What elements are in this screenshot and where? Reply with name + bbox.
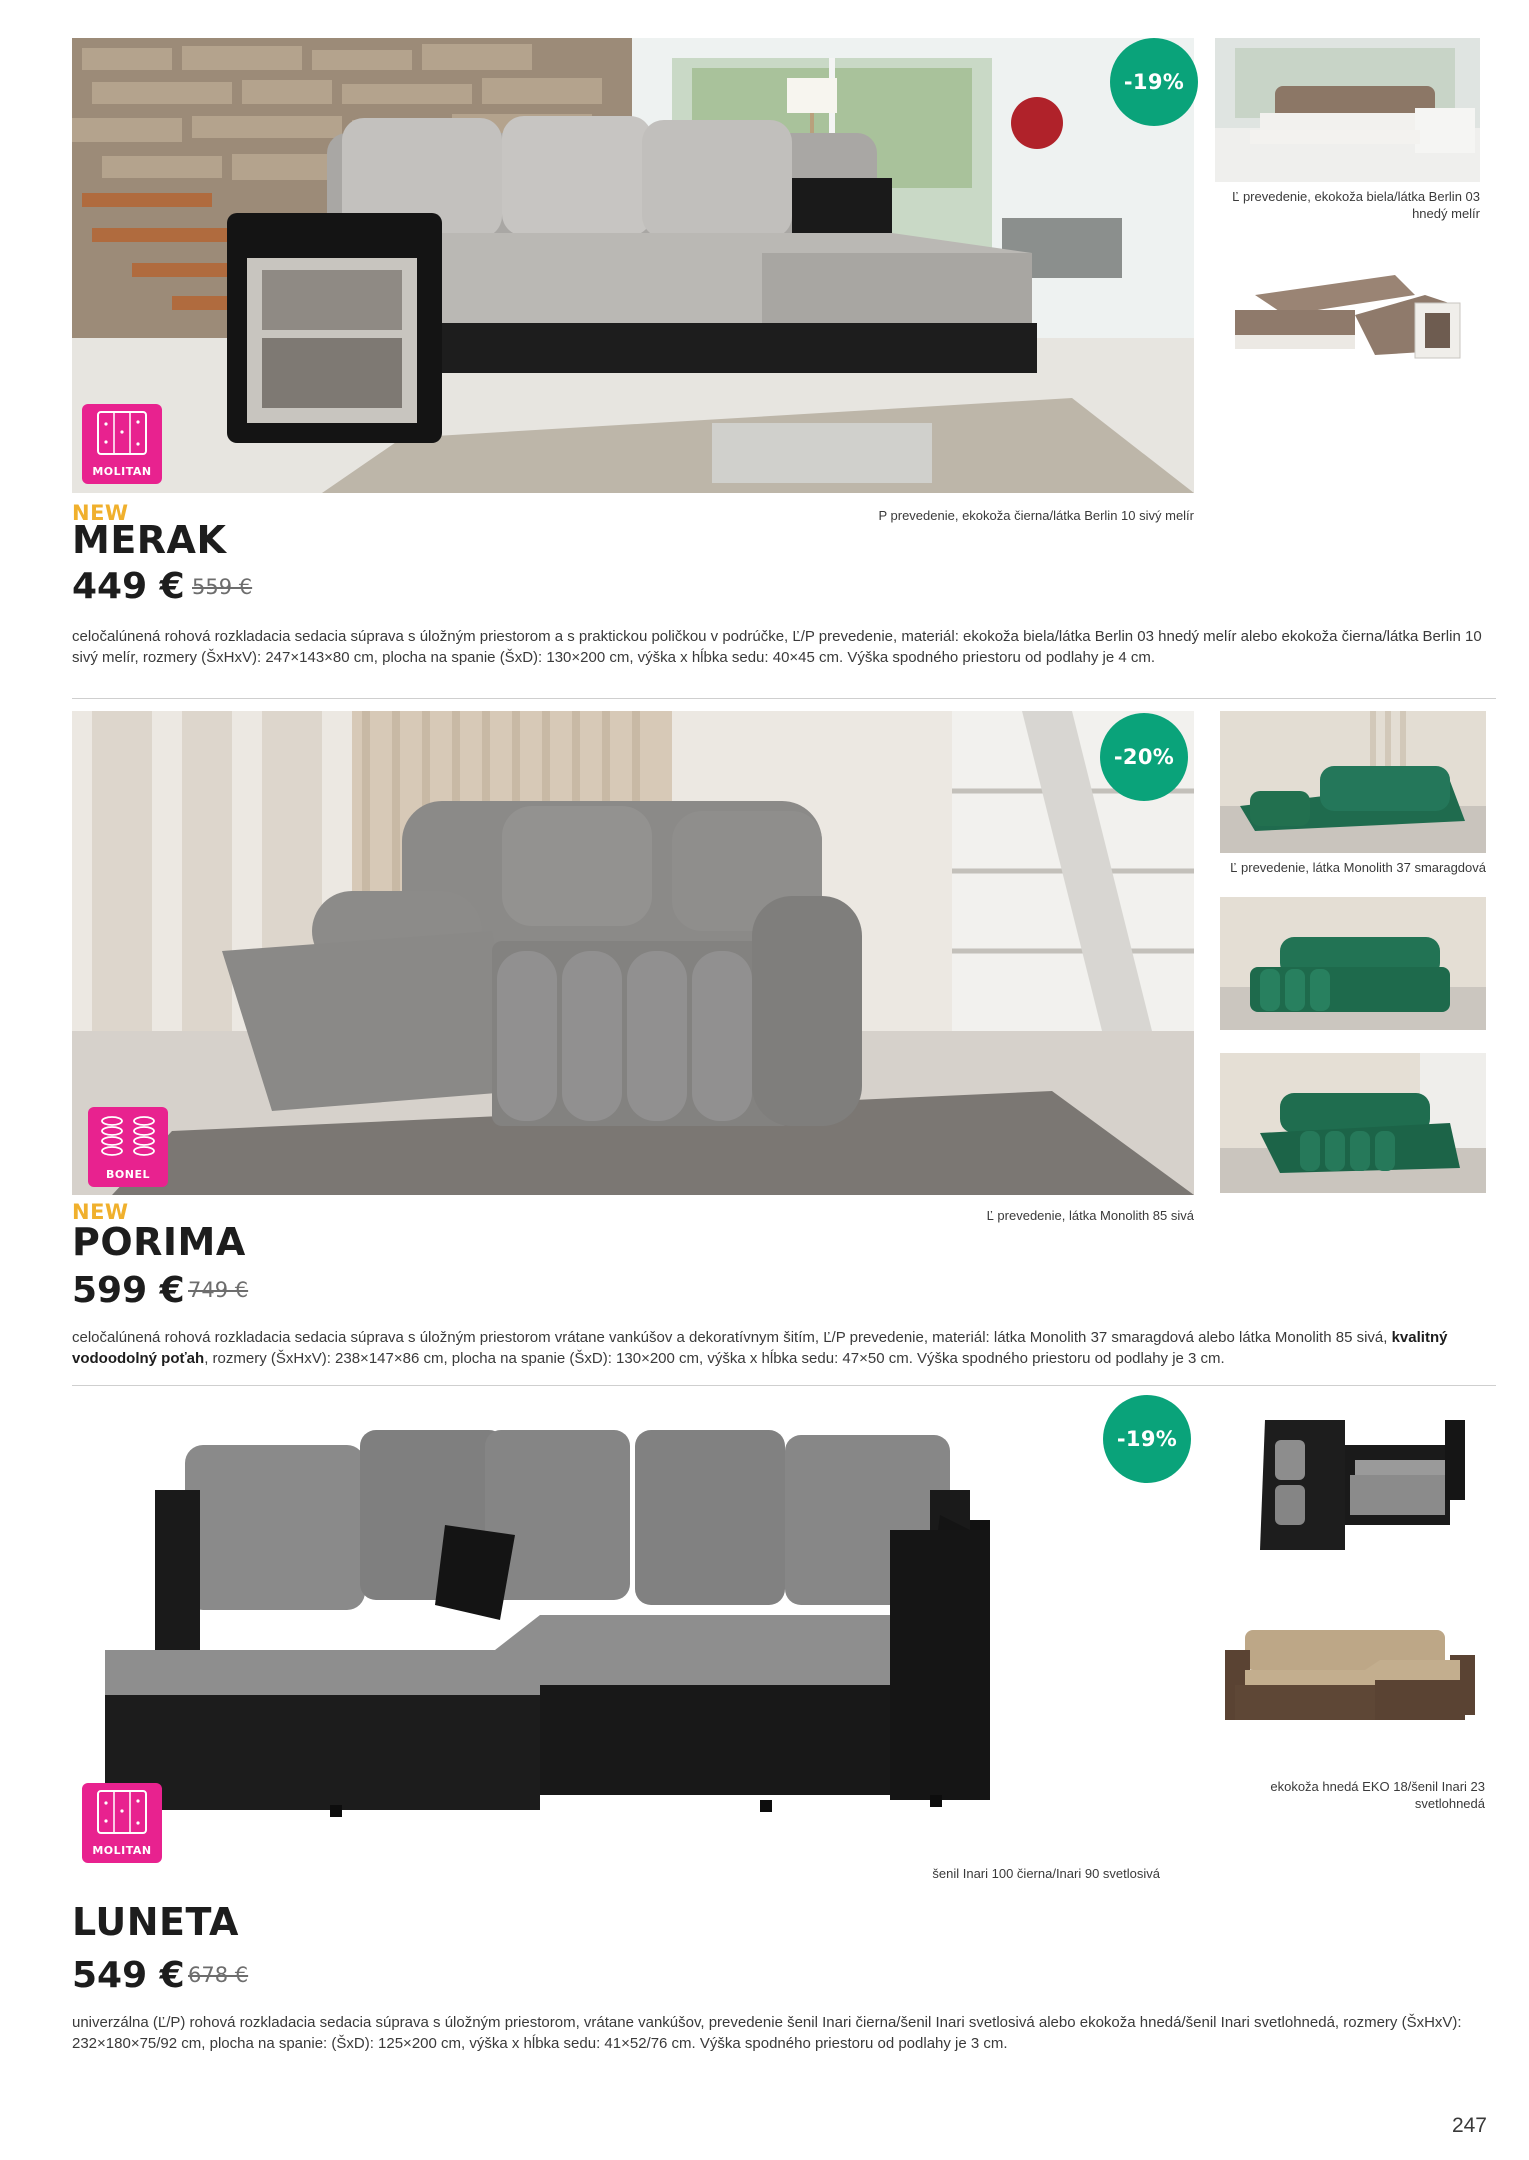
luneta-side-photo-1	[1235, 1405, 1475, 1560]
merak-old-price: 559 €	[192, 575, 253, 599]
porima-feature-badge	[88, 1107, 168, 1187]
luneta-price: 549 €	[72, 1955, 185, 1996]
luneta-side-photo-2	[1215, 1615, 1485, 1740]
molitan-foam-icon	[82, 1783, 162, 1845]
porima-side-photo-3	[1220, 1053, 1486, 1193]
merak-main-caption: P prevedenie, ekokoža čierna/látka Berlin 10 sivý melír	[878, 508, 1194, 523]
merak-product-name: MERAK	[72, 518, 227, 562]
porima-main-caption: Ľ prevedenie, látka Monolith 85 sivá	[986, 1208, 1194, 1223]
bonel-spring-icon	[88, 1107, 168, 1169]
page-number: 247	[1451, 2114, 1487, 2137]
porima-main-photo	[72, 711, 1194, 1195]
molitan-foam-icon	[82, 404, 162, 466]
merak-side-photo-1	[1215, 38, 1480, 182]
desc-highlight: kvalitný vodoodolný poťah	[72, 1329, 1448, 1367]
luneta-old-price: 678 €	[188, 1963, 249, 1987]
merak-side-photo-2	[1225, 255, 1470, 375]
luneta-feature-badge	[82, 1783, 162, 1863]
merak-new-label: NEW	[72, 501, 129, 525]
divider	[72, 698, 1496, 699]
porima-price: 599 €	[72, 1270, 185, 1311]
luneta-description: univerzálna (Ľ/P) rohová rozkladacia sedacia súprava s úložným priestorom, vrátane vankúšov, prevedenie šenil Inari čierna/šenil Inari svetlosivá alebo ekokoža hnedá/šenil Inari svetlohnedá, rozmery (ŠxHxV): 232×180×75/92 cm, plocha na spanie: (ŠxD): 125×200 cm, výška x hĺbka sedu: 41×52/76 cm. Výška spodného priestoru od podlahy je 3 cm.	[72, 2014, 1462, 2052]
merak-discount-badge: -19%	[1110, 38, 1198, 126]
luneta-side-caption: ekokoža hnedá EKO 18/šenil Inari 23 svetlohnedá	[1270, 1779, 1485, 1811]
merak-feature-badge	[82, 404, 162, 484]
porima-new-label: NEW	[72, 1200, 129, 1224]
luneta-main-caption: šenil Inari 100 čierna/Inari 90 svetlosivá	[932, 1866, 1160, 1881]
merak-side-caption: Ľ prevedenie, ekokoža biela/látka Berlin 03 hnedý melír	[1232, 189, 1480, 221]
feature-label: MOLITAN	[92, 465, 152, 478]
porima-description	[72, 1327, 1496, 1369]
porima-side-photo-2	[1220, 897, 1486, 1030]
luneta-product-name: LUNETA	[72, 1900, 239, 1944]
desc-text: celočalúnená rohová rozkladacia sedacia súprava s úložným priestorom vrátane vankúšov a dekoratívnym šitím, Ľ/P prevedenie, materiál: látka Monolith 37 smaragdová alebo látka Monolith 85 sivá,	[72, 1329, 1392, 1346]
luneta-discount-badge: -19%	[1103, 1395, 1191, 1483]
merak-description: celočalúnená rohová rozkladacia sedacia súprava s úložným priestorom a s praktickou poličkou v podrúčke, Ľ/P prevedenie, materiál: ekokoža biela/látka Berlin 03 hnedý melír alebo ekokoža čierna/látka Berlin 10 sivý melír, rozmery (ŠxHxV): 247×143×80 cm, plocha na spanie (ŠxD): 130×200 cm, výška x hĺbka sedu: 40×45 cm. Výška spodného priestoru od podlahy je 4 cm.	[72, 628, 1482, 666]
merak-price: 449 €	[72, 566, 185, 607]
luneta-main-photo	[100, 1400, 1130, 1820]
divider	[72, 1385, 1496, 1386]
porima-side-caption: Ľ prevedenie, látka Monolith 37 smaragdová	[1230, 860, 1486, 875]
desc-text: , rozmery (ŠxHxV): 238×147×86 cm, plocha na spanie (ŠxD): 130×200 cm, výška x hĺbka sedu: 47×50 cm. Výška spodného priestoru od podlahy je 3 cm.	[204, 1350, 1225, 1367]
porima-discount-badge: -20%	[1100, 713, 1188, 801]
feature-label: BONEL	[106, 1168, 150, 1181]
porima-old-price: 749 €	[188, 1278, 249, 1302]
porima-side-photo-1	[1220, 711, 1486, 853]
feature-label: MOLITAN	[92, 1844, 152, 1857]
merak-main-photo	[72, 38, 1194, 493]
porima-product-name: PORIMA	[72, 1220, 246, 1264]
